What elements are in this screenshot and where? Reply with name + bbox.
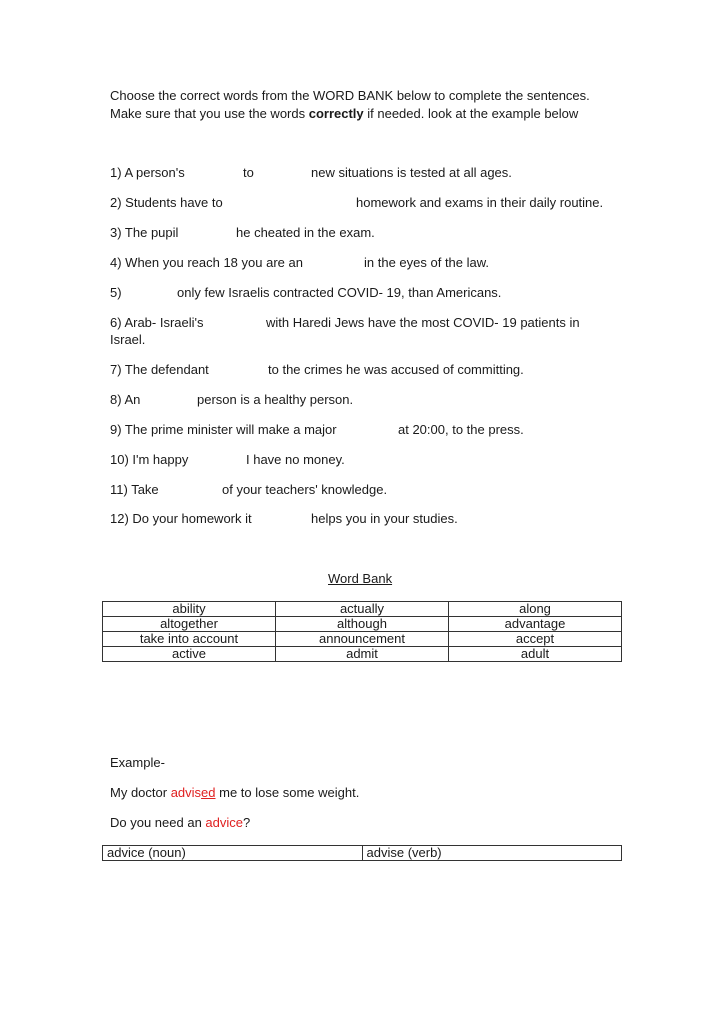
word-bank-cell: actually xyxy=(276,602,449,617)
sentence-9-part-b: at 20:00, to the press. xyxy=(398,422,524,437)
table-row xyxy=(103,632,622,647)
sentence-6-part-c: Israel. xyxy=(110,332,146,347)
example-cell-noun: advice (noun) xyxy=(103,846,363,861)
table-row xyxy=(103,846,622,861)
word-bank-cell: along xyxy=(449,602,622,617)
word-bank-cell: admit xyxy=(276,647,449,662)
sentence-11-part-b: of your teachers' knowledge. xyxy=(222,482,388,497)
sentence-12-part-b: helps you in your studies. xyxy=(311,511,458,526)
sentence-6-part-a: 6) Arab- Israeli's xyxy=(110,315,204,330)
sentence-5-part-a: 5) xyxy=(110,285,122,300)
word-bank-cell: adult xyxy=(449,647,622,662)
instruction-line-2-post: if needed. look at the example below xyxy=(363,106,579,121)
example-1-highlight-stem: advis xyxy=(170,785,202,800)
instruction-line-2 xyxy=(110,106,578,122)
table-row xyxy=(103,647,622,662)
sentence-7-part-a: 7) The defendant xyxy=(110,362,209,377)
example-1-highlight-suffix: ed xyxy=(201,785,216,800)
sentence-2-part-a: 2) Students have to xyxy=(110,195,223,210)
word-bank-cell: although xyxy=(276,617,449,632)
example-2-post: ? xyxy=(242,815,251,830)
sentence-5-part-b: only few Israelis contracted COVID- 19, than Americans. xyxy=(177,285,502,300)
word-bank-title: Word Bank xyxy=(328,571,393,586)
sentence-1-part-a: 1) A person's xyxy=(110,165,185,180)
example-table xyxy=(102,845,622,861)
word-bank-table xyxy=(102,601,622,662)
sentence-1-part-c: new situations is tested at all ages. xyxy=(311,165,512,180)
sentence-7-part-b: to the crimes he was accused of committing. xyxy=(268,362,524,377)
sentence-3-part-a: 3) The pupil xyxy=(110,225,179,240)
example-sentence-2 xyxy=(110,815,250,831)
sentence-11-part-a: 11) Take xyxy=(110,482,159,497)
sentence-3-part-b: he cheated in the exam. xyxy=(236,225,375,240)
word-bank-cell: advantage xyxy=(449,617,622,632)
word-bank-cell: take into account xyxy=(103,632,276,647)
sentence-2-part-b: homework and exams in their daily routine. xyxy=(356,195,604,210)
example-1-pre: My doctor xyxy=(110,785,171,800)
word-bank-cell: announcement xyxy=(276,632,449,647)
sentence-6-part-b: with Haredi Jews have the most COVID- 19 patients in xyxy=(266,315,580,330)
example-1-post: me to lose some weight. xyxy=(215,785,360,800)
word-bank-cell: accept xyxy=(449,632,622,647)
sentence-12-part-a: 12) Do your homework it xyxy=(110,511,252,526)
table-row xyxy=(103,617,622,632)
sentence-8-part-a: 8) An xyxy=(110,392,141,407)
sentence-4-part-a: 4) When you reach 18 you are an xyxy=(110,255,303,270)
instruction-bold-word: correctly xyxy=(308,106,364,121)
word-bank-cell: active xyxy=(103,647,276,662)
sentence-10-part-b: I have no money. xyxy=(246,452,345,467)
word-bank-cell: ability xyxy=(103,602,276,617)
sentence-8-part-b: person is a healthy person. xyxy=(197,392,354,407)
example-sentence-1 xyxy=(110,785,359,801)
instruction-line-2-pre: Make sure that you use the words xyxy=(110,106,309,121)
word-bank-cell: altogether xyxy=(103,617,276,632)
sentence-10-part-a: 10) I'm happy xyxy=(110,452,189,467)
sentence-9-part-a: 9) The prime minister will make a major xyxy=(110,422,337,437)
sentence-4-part-b: in the eyes of the law. xyxy=(364,255,490,270)
table-row xyxy=(103,602,622,617)
example-2-highlight: advice xyxy=(205,815,243,830)
instruction-line-1: Choose the correct words from the WORD BANK below to complete the sentences. xyxy=(110,88,590,103)
example-2-pre: Do you need an xyxy=(110,815,206,830)
sentence-1-part-b: to xyxy=(243,165,254,180)
example-heading: Example- xyxy=(110,755,165,770)
example-cell-verb: advise (verb) xyxy=(362,846,622,861)
